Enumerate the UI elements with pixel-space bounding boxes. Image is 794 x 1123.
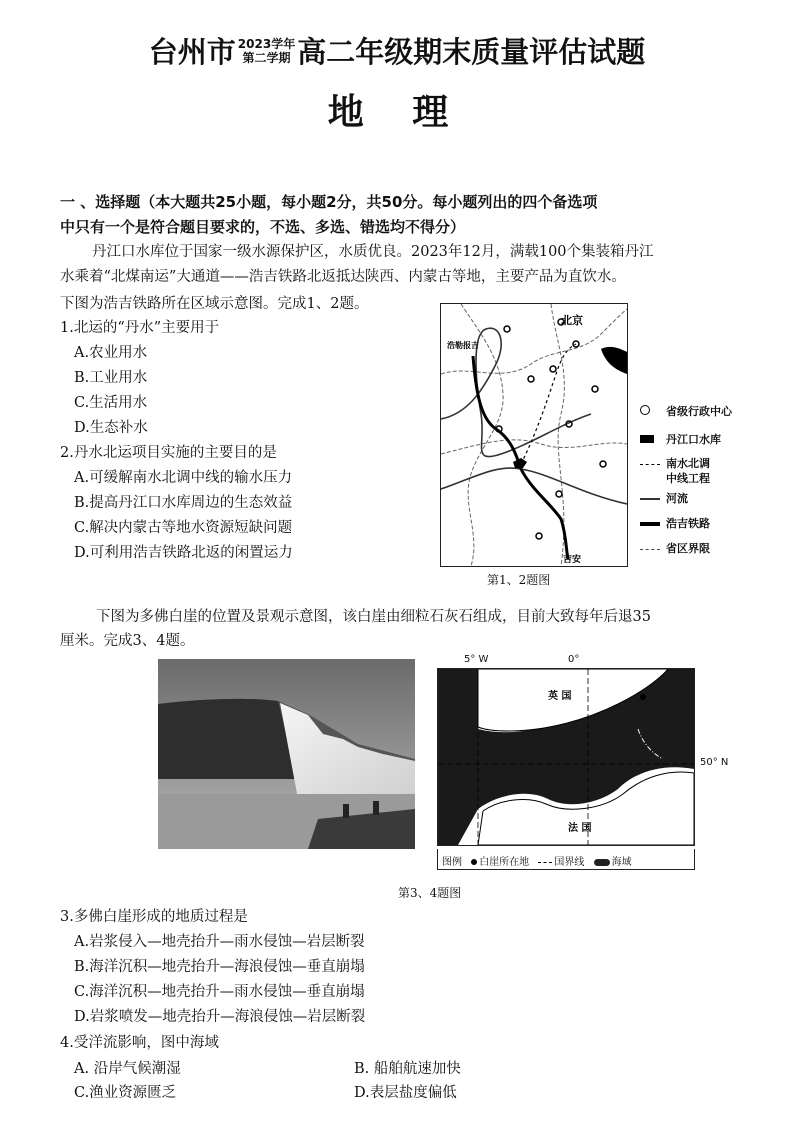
jian-label: 吉安 [563, 555, 582, 565]
q4-option-d[interactable]: D.表层盐度偏低 [354, 1085, 457, 1101]
legend-river-label: 河流 [666, 492, 688, 505]
title-city: 台州市 [148, 35, 236, 69]
uk-label: 英 国 [548, 691, 572, 702]
cliffs-photo-svg [158, 659, 415, 849]
legend-border-label: 国界线 [554, 857, 585, 868]
passage2-line1: 下图为多佛白崖的位置及景观示意图，该白崖由细粒石灰石组成，目前大致每年后退35 [96, 609, 651, 625]
capital-icon [640, 405, 650, 415]
dover-map-svg [438, 669, 694, 845]
q1-option-a[interactable]: A.农业用水 [74, 345, 148, 361]
legend-reservoir [640, 431, 721, 447]
legend-diversion-label: 南水北调 [666, 457, 710, 470]
q2-option-a[interactable]: A.可缓解南水北调中线的输水压力 [74, 470, 293, 486]
q2-option-b[interactable]: B.提高丹江口水库周边的生态效益 [74, 495, 293, 511]
passage2-line2: 厘米。完成3、4题。 [60, 633, 195, 649]
title-term: 第二学期 [242, 50, 291, 65]
q2-stem: 2.丹水北运项目实施的主要目的是 [60, 445, 277, 461]
white-cliffs-photo [158, 659, 415, 849]
chimney [343, 804, 349, 818]
legend-railway-label: 浩吉铁路 [666, 517, 710, 530]
lat-50n-label: 50° N [700, 757, 729, 768]
border-line-icon [538, 862, 552, 863]
legend-cliff-label: 白崖所在地 [479, 857, 530, 868]
legend-railway [640, 515, 710, 531]
q1-option-b[interactable]: B.工业用水 [74, 370, 148, 386]
railway-icon [640, 522, 660, 526]
q3-option-b[interactable]: B.海洋沉积—地壳抬升—海浪侵蚀—垂直崩塌 [74, 959, 365, 975]
sea-swatch-icon [594, 859, 610, 866]
q1-option-d[interactable]: D.生态补水 [74, 420, 148, 436]
haoji-railway [473, 356, 568, 559]
map2-legend-row [442, 853, 632, 868]
q3-stem: 3.多佛白崖形成的地质过程是 [60, 909, 248, 925]
legend-capital-label: 省级行政中心 [666, 405, 732, 418]
legend-capital [640, 403, 732, 419]
cliff-dot-icon [471, 859, 477, 865]
legend-sea-label: 海域 [611, 857, 632, 868]
section-heading-line2: 中只有一个是符合题目要求的，不选、多选、错选均不得分） [60, 218, 466, 236]
q4-option-c[interactable]: C.渔业资源匮乏 [74, 1085, 177, 1101]
legend-diversion-line2: 中线工程 [666, 472, 710, 485]
france-label: 法 国 [568, 823, 592, 834]
dark-foreground-slope [158, 699, 298, 779]
danjiangkou-reservoir [513, 458, 527, 468]
q3-option-d[interactable]: D.岩浆喷发—地壳抬升—海浪侵蚀—岩层断裂 [74, 1009, 366, 1025]
title-term-stack [238, 37, 295, 65]
lon-5w-label: 5° W [464, 654, 489, 665]
q4-stem: 4.受洋流影响，图中海域 [60, 1035, 219, 1051]
province-boundary [441, 440, 627, 454]
dover-location-map [437, 668, 695, 846]
haoji-railway-map [440, 303, 628, 567]
passage1-line1: 丹江口水库位于国家一级水源保护区，水质优良。2023年12月，满载100个集装箱丹江 [92, 244, 654, 260]
map2-legend [437, 849, 695, 870]
cliff-location-dot [640, 694, 646, 700]
q3-option-a[interactable]: A.岩浆侵入—地壳抬升—雨水侵蚀—岩层断裂 [74, 934, 365, 950]
legend-reservoir-label: 丹江口水库 [666, 433, 721, 446]
sea-area [601, 347, 627, 374]
q4-option-a[interactable]: A. 沿岸气候潮湿 [74, 1061, 181, 1077]
title-exam: 高二年级期末质量评估试题 [297, 35, 646, 69]
passage1-line2: 水乘着“北煤南运”大通道——浩吉铁路北返抵达陕西、内蒙古等地，主要产品为直饮水。 [60, 269, 626, 285]
river-icon [640, 498, 660, 500]
diversion-icon [640, 464, 660, 465]
section-heading-line1: 一 、选择题（本大题共25小题，每小题2分，共50分。每小题列出的四个备选项 [60, 193, 598, 211]
chimney [373, 801, 379, 815]
haoji-map-svg [441, 304, 627, 566]
q1-option-c[interactable]: C.生活用水 [74, 395, 148, 411]
q2-option-d[interactable]: D.可利用浩吉铁路北返的闲置运力 [74, 545, 293, 561]
boundary-icon [640, 549, 660, 550]
legend-boundary [640, 540, 710, 556]
q1-stem: 1.北运的“丹水”主要用于 [60, 320, 220, 336]
legend-boundary-label: 省区界限 [666, 542, 710, 555]
q2-option-c[interactable]: C.解决内蒙古等地水资源短缺问题 [74, 520, 293, 536]
q4-option-b[interactable]: B. 船舶航速加快 [354, 1061, 461, 1077]
exam-title [0, 30, 794, 71]
section-heading [60, 190, 750, 240]
map2-caption: 第3、4题图 [398, 886, 462, 900]
legend-title: 图例 [442, 857, 462, 868]
haolebaoji-label: 浩勒报吉 [447, 341, 479, 350]
lon-0-label: 0° [568, 654, 580, 665]
passage1-line3: 下图为浩吉铁路所在区域示意图。完成1、2题。 [60, 296, 369, 312]
q3-option-c[interactable]: C.海洋沉积—地壳抬升—雨水侵蚀—垂直崩塌 [74, 984, 365, 1000]
legend-diversion [640, 455, 710, 471]
title-year: 2023学年 [237, 36, 296, 51]
beijing-label: 北京 [561, 314, 583, 327]
map1-caption: 第1、2题图 [487, 573, 551, 587]
subject-title: 地 理 [327, 92, 467, 133]
reservoir-icon [640, 435, 654, 443]
legend-river [640, 490, 688, 506]
